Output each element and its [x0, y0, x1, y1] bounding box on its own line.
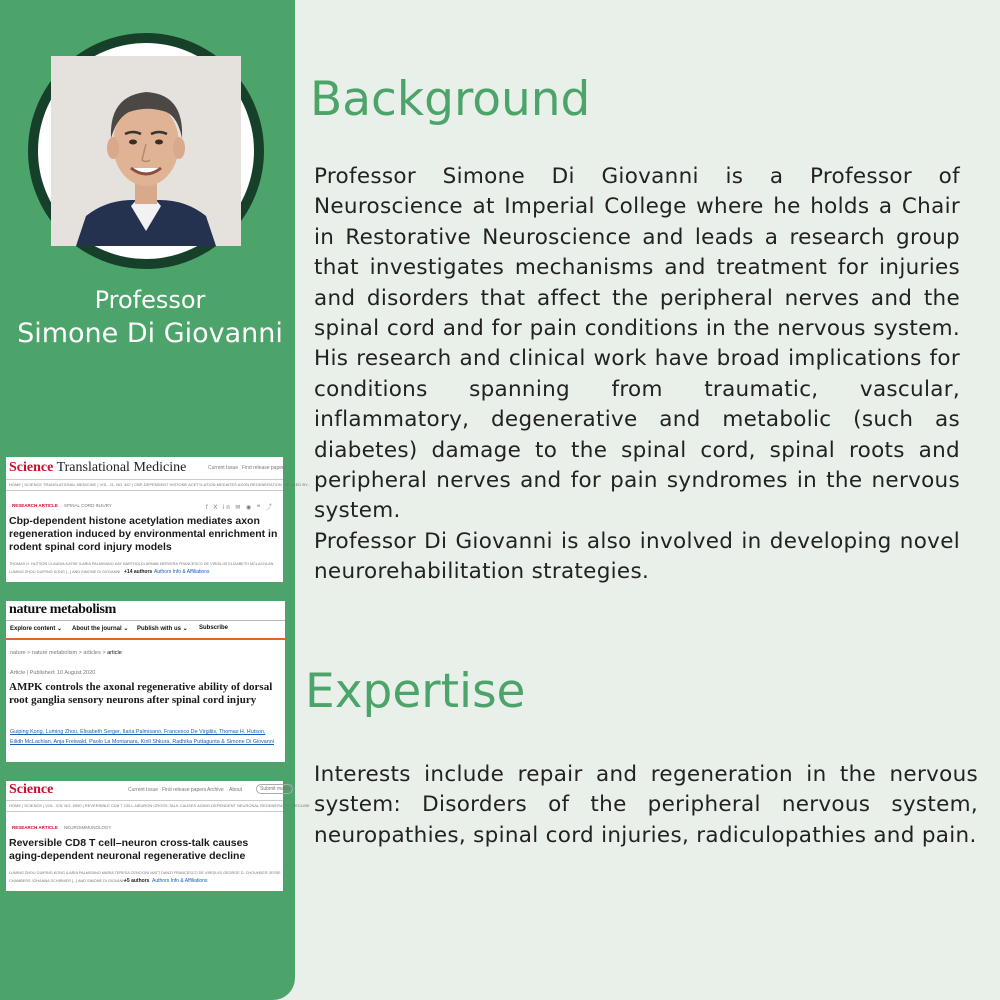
- divider: [6, 490, 283, 491]
- nav-first-release[interactable]: First release papers: [242, 465, 287, 471]
- article-meta: Article | Published: 10 August 2020: [10, 670, 96, 676]
- article-type: RESEARCH ARTICLE: [12, 825, 58, 830]
- divider: [6, 800, 283, 801]
- background-text: [314, 162, 960, 588]
- journal-logo-science: Science: [9, 460, 54, 475]
- nav-publish-with-us[interactable]: Publish with us ⌄: [137, 626, 188, 632]
- nav-about[interactable]: About: [229, 787, 243, 793]
- portrait-photo: [51, 56, 241, 246]
- nav-archive[interactable]: Archive: [207, 787, 224, 793]
- journal-logo-subtitle: Translational Medicine: [56, 460, 187, 475]
- paper-card-science[interactable]: [6, 781, 310, 891]
- expertise-text: Interests include repair and regeneration in the nervous system: Disorders of the peripheral nervous system, neuropathies, spinal cord injuries, radiculopathies and pain.: [314, 762, 978, 848]
- background-paragraph-1: Professor Simone Di Giovanni is a Professor of Neuroscience at Imperial College where he holds a Chair in Restorative Neuroscience and leads a research group that investigates mechanisms and treatment for injuries and disorders that affect the peripheral nerves and the spinal cord and for pain conditions in the nervous system. His research and clinical work have broad implications for conditions spanning from traumatic, vascular, inflammatory, degenerative and metabolic (such as diabetes) damage to the spinal cord, spinal roots and peripheral nerves and for pain syndromes in the nervous system.: [314, 164, 960, 524]
- paper-title[interactable]: Cbp-dependent histone acetylation mediates axon regeneration induced by environmental enrichment in rodent spinal cord injury models: [9, 515, 278, 553]
- accent-bar: [6, 638, 285, 640]
- background-heading: Background: [310, 72, 591, 127]
- article-subject: SPINAL CORD INJURY: [64, 503, 112, 508]
- sidebar-panel: [0, 0, 311, 1000]
- nav-about-journal[interactable]: About the journal ⌄: [72, 626, 129, 632]
- expertise-heading: Expertise: [305, 664, 526, 719]
- paper-authors[interactable]: Guiping Kong, Luming Zhou, Elisabeth Serger, Ilaria Palmisano, Francesco De Virgiliis, Thomas H. Hutson, Eilidh McLachlan, Anja Freiwald, Paolo La Montanara, Kirill Shkura, Radhika Puttagunta & Simone Di Giovanni: [10, 729, 274, 745]
- more-authors[interactable]: +5 authors: [124, 878, 150, 884]
- paper-authors: LUMING ZHOU GUIPING KONG ILARIA PALMISANO MARIA TERESA CENCIONI MATT DANZI FRANCESCO DE VIRGILIIS GEORGE D. CHOUHDER JESSE CHAMBERS JOHANNA SCHIRMER [...] AND SIMONE DI GIOVANNI: [9, 871, 281, 883]
- article-subject: NEUROIMMUNOLOGY: [64, 825, 112, 830]
- nav-subscribe[interactable]: Subscribe: [199, 625, 229, 631]
- paper-title[interactable]: Reversible CD8 T cell–neuron cross-talk causes aging-dependent neuronal regenerative decline: [9, 837, 249, 862]
- divider: [6, 811, 283, 812]
- portrait-frame: [28, 33, 264, 269]
- authors-info-link[interactable]: Authors Info & Affiliations: [152, 878, 208, 884]
- divider: [6, 620, 285, 621]
- paper-authors: THOMAS H. HUTSON CLAUDIA KATHE ILARIA PALMISANO KAY BARTHOLDI ARNAB HERVERA FRANCESCO DE VIRGILIIS ELIZABETH MCLACHLAN LUMING ZHOU GUIPING KONG [...] AND SIMONE DI GIOVANNI: [9, 562, 274, 574]
- nav-current-issue[interactable]: Current Issue: [128, 787, 159, 793]
- journal-logo-nature-metabolism: nature metabolism: [9, 602, 117, 617]
- paper-card-stm[interactable]: [6, 457, 311, 582]
- paper-title[interactable]: AMPK controls the axonal regenerative ability of dorsal root ganglia sensory neurons after spinal cord injury: [9, 681, 273, 706]
- share-icons[interactable]: f X in ✉ ◉ ❝ ⤴: [206, 505, 274, 511]
- breadcrumb[interactable]: HOME | SCIENCE | VOL. 376, NO. 6590 | REVERSIBLE CD8 T CELL-NEURON CROSS-TALK CAUSES AGING-DEPENDENT NEURONAL REGENERATIVE DECLINE: [9, 803, 310, 808]
- breadcrumb[interactable]: nature > nature metabolism > articles > article: [10, 650, 122, 656]
- more-authors[interactable]: +14 authors: [124, 569, 153, 575]
- article-type: RESEARCH ARTICLE: [12, 503, 58, 508]
- authors-info-link[interactable]: Authors Info & Affiliations: [154, 569, 210, 575]
- nav-current-issue[interactable]: Current Issue: [208, 465, 239, 471]
- nav-explore-content[interactable]: Explore content ⌄: [10, 626, 63, 632]
- profile-title: Professor: [94, 286, 206, 314]
- paper-card-nature-metabolism[interactable]: [6, 601, 285, 762]
- profile-name: Simone Di Giovanni: [17, 318, 283, 349]
- journal-logo-science: Science: [9, 782, 54, 797]
- breadcrumb[interactable]: HOME | SCIENCE TRANSLATIONAL MEDICINE | VOL. 11, NO. 467 | CBP-DEPENDENT HISTONE ACETYLATION MEDIATES AXON REGENERATION INDUCED BY...: [9, 482, 311, 487]
- divider: [6, 479, 283, 480]
- nav-first-release[interactable]: First release papers: [162, 787, 207, 793]
- background-paragraph-2: Professor Di Giovanni is also involved in developing novel neurorehabilitation strategies.: [314, 528, 960, 585]
- submit-manuscript-button[interactable]: Submit manu: [256, 784, 293, 794]
